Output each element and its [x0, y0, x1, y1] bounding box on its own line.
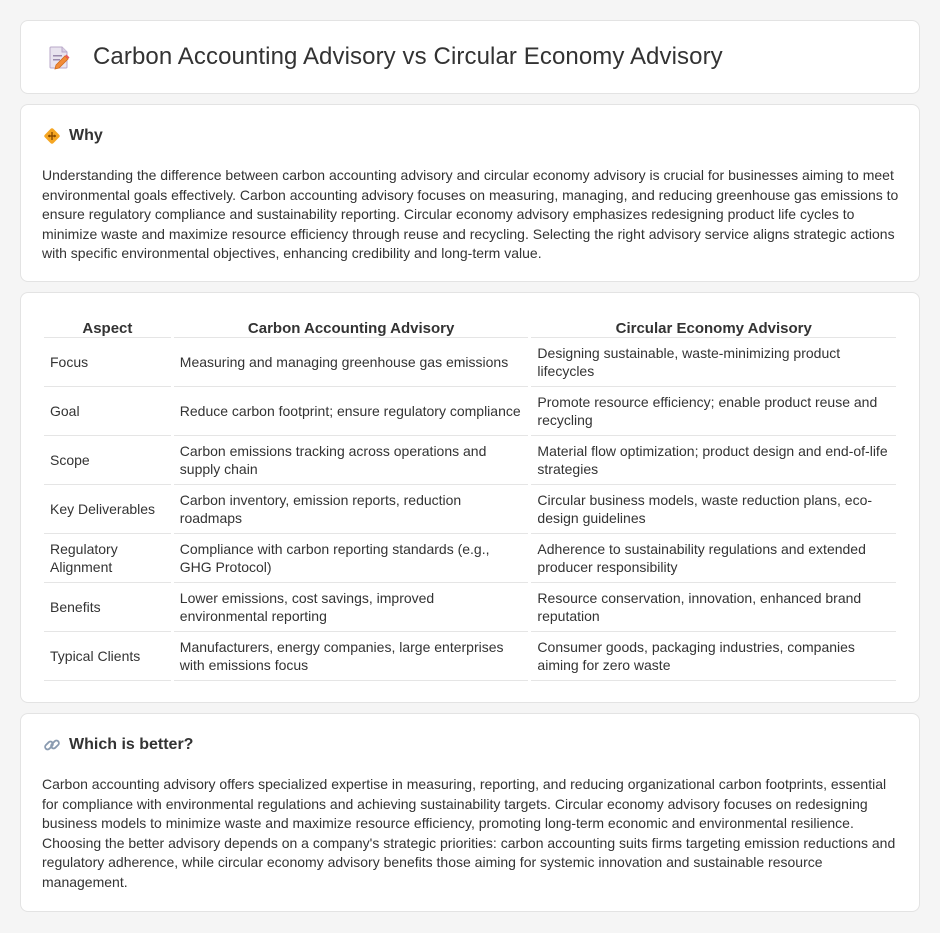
why-text: Understanding the difference between carbon accounting advisory and circular economy advisory is crucial for businesses aiming to meet environmental goals effectively. Carbon accounting advisory focuses on measuring, managing, and reducing greenhouse gas emissions to ensure regulatory compliance and sustainability reporting. Circular economy advisory emphasizes redesigning product life cycles to minimize waste and maximize resource efficiency through reuse and recycling. Selecting the right advisory service aligns strategic actions with specific environmental objectives, enhancing credibility and long-term value.: [42, 167, 899, 262]
row-aspect: Goal: [44, 387, 171, 436]
which-better-section: [20, 713, 920, 912]
row-aspect: Benefits: [44, 583, 171, 632]
row-carbon: Carbon inventory, emission reports, reduction roadmaps: [174, 485, 529, 534]
which-better-heading: Which is better?: [69, 736, 194, 753]
row-circular: Material flow optimization; product design and end-of-life strategies: [531, 436, 896, 485]
row-circular: Promote resource efficiency; enable product reuse and recycling: [531, 387, 896, 436]
table-row: [44, 632, 896, 681]
header-carbon-accounting: Carbon Accounting Advisory: [174, 315, 529, 338]
table-header-row: [44, 315, 896, 338]
row-circular: Circular business models, waste reduction plans, eco-design guidelines: [531, 485, 896, 534]
why-heading: Why: [69, 127, 103, 144]
row-carbon: Compliance with carbon reporting standards (e.g., GHG Protocol): [174, 534, 529, 583]
header-aspect: Aspect: [44, 315, 171, 338]
row-carbon: Carbon emissions tracking across operations and supply chain: [174, 436, 529, 485]
table-row: [44, 436, 896, 485]
row-carbon: Manufacturers, energy companies, large enterprises with emissions focus: [174, 632, 529, 681]
row-aspect: Regulatory Alignment: [44, 534, 171, 583]
diamond-arrows-icon: [43, 127, 61, 145]
table-row: [44, 338, 896, 387]
row-carbon: Measuring and managing greenhouse gas emissions: [174, 338, 529, 387]
page-title: Carbon Accounting Advisory vs Circular Economy Advisory: [93, 43, 723, 70]
link-icon: [43, 736, 61, 754]
table-row: [44, 583, 896, 632]
row-aspect: Typical Clients: [44, 632, 171, 681]
row-circular: Consumer goods, packaging industries, companies aiming for zero waste: [531, 632, 896, 681]
row-carbon: Lower emissions, cost savings, improved environmental reporting: [174, 583, 529, 632]
table-row: [44, 387, 896, 436]
header-card: [20, 20, 920, 94]
row-carbon: Reduce carbon footprint; ensure regulatory compliance: [174, 387, 529, 436]
row-aspect: Focus: [44, 338, 171, 387]
comparison-table: [41, 315, 899, 681]
which-better-text: Carbon accounting advisory offers specialized expertise in measuring, reporting, and reducing organizational carbon footprints, essential for compliance with environmental regulations and achieving sustainability targets. Circular economy advisory focuses on redesigning business models to minimize waste and maximize resource efficiency, promoting long-term economic and environmental resilience. Choosing the better advisory depends on a company's strategic priorities: carbon accounting suits firms targeting emission reductions and regulatory adherence, while circular economy advisory benefits those aiming for systemic innovation and sustainable resource management.: [42, 776, 896, 890]
table-row: [44, 485, 896, 534]
table-row: [44, 534, 896, 583]
header-circular-economy: Circular Economy Advisory: [531, 315, 896, 338]
row-circular: Adherence to sustainability regulations and extended producer responsibility: [531, 534, 896, 583]
row-aspect: Scope: [44, 436, 171, 485]
document-edit-icon: [47, 44, 71, 70]
row-circular: Resource conservation, innovation, enhanced brand reputation: [531, 583, 896, 632]
row-circular: Designing sustainable, waste-minimizing product lifecycles: [531, 338, 896, 387]
row-aspect: Key Deliverables: [44, 485, 171, 534]
why-section: [20, 104, 920, 282]
comparison-table-card: [20, 292, 920, 703]
